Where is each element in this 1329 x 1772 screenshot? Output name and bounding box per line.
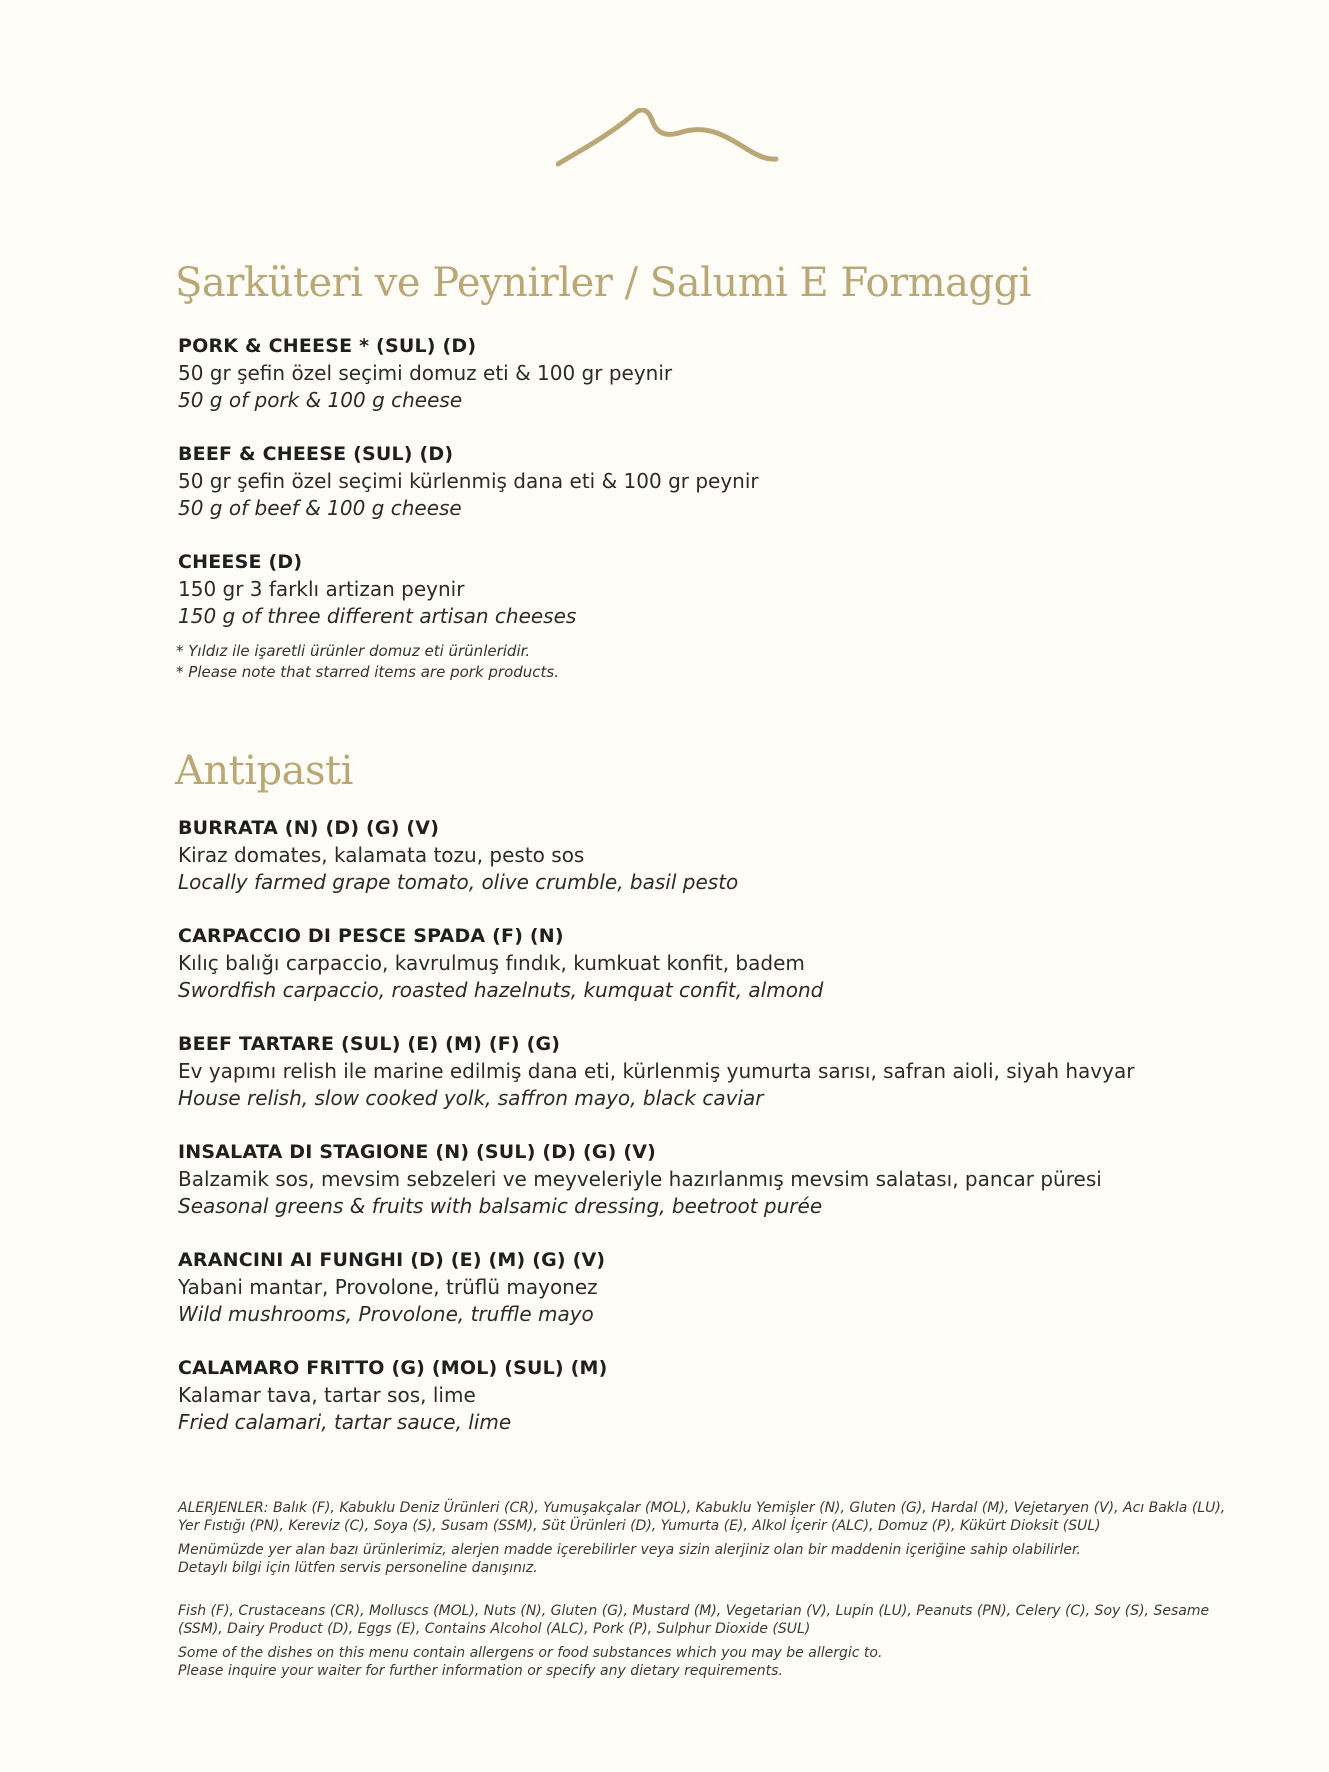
antipasti-items <box>178 815 1229 1463</box>
item-description-en: Locally farmed grape tomato, olive crumble, basil pesto <box>178 870 739 894</box>
allergen-list-tr: ALERJENLER: Balık (F), Kabuklu Deniz Ürünleri (CR), Yumuşakçalar (MOL), Kabuklu Yemişler (N), Gluten (G), Hardal (M), Vejetaryen (V), Acı Bakla (LU), Yer Fıstığı (PN), Kereviz (C), Soya (S), Susam (SSM), Süt Ürünleri (D), Yumurta (E), Alkol İçerir (ALC), Domuz (P), Kükürt Dioksit (SUL) <box>178 1500 1226 1534</box>
item-name: CARPACCIO DI PESCE SPADA (F) (N) <box>178 925 564 947</box>
item-name: BEEF & CHEESE (SUL) (D) <box>178 443 454 465</box>
item-name: INSALATA DI STAGIONE (N) (SUL) (D) (G) (V) <box>178 1141 657 1163</box>
mountain-logo-icon <box>556 108 780 172</box>
item-description-tr: Kalamar tava, tartar sos, lime <box>178 1383 476 1407</box>
pork-note <box>176 641 559 683</box>
item-description-tr: Balzamik sos, mevsim sebzeleri ve meyveleriyle hazırlanmış mevsim salatası, pancar püresi <box>178 1167 1102 1191</box>
allergen-notice-en-2: Please inquire your waiter for further information or specify any dietary requirements. <box>178 1662 783 1679</box>
item-description-en: Fried calamari, tartar sauce, lime <box>178 1410 512 1434</box>
pork-note-en: * Please note that starred items are pork products. <box>176 663 559 681</box>
allergen-list-en: Fish (F), Crustaceans (CR), Molluscs (MOL), Nuts (N), Gluten (G), Mustard (M), Vegetarian (V), Lupin (LU), Peanuts (PN), Celery (C), Soy (S), Sesame (SSM), Dairy Product (D), Eggs (E), Contains Alcohol (ALC), Pork (P), Sulphur Dioxide (SUL) <box>178 1603 1210 1637</box>
menu-item <box>178 1355 1229 1436</box>
menu-item <box>178 1139 1229 1220</box>
item-description-tr: 50 gr şefin özel seçimi domuz eti & 100 gr peynir <box>178 361 673 385</box>
menu-item <box>178 1247 1229 1328</box>
item-description-tr: 50 gr şefin özel seçimi kürlenmiş dana eti & 100 gr peynir <box>178 469 759 493</box>
item-description-tr: Ev yapımı relish ile marine edilmiş dana eti, kürlenmiş yumurta sarısı, safran aioli, siyah havyar <box>178 1059 1135 1083</box>
item-name: ARANCINI AI FUNGHI (D) (E) (M) (G) (V) <box>178 1249 606 1271</box>
item-description-en: Swordfish carpaccio, roasted hazelnuts, kumquat confit, almond <box>178 978 824 1002</box>
menu-item <box>178 333 1229 414</box>
allergen-notice-tr-2: Detaylı bilgi için lütfen servis personeline danışınız. <box>178 1559 538 1576</box>
item-name: BURRATA (N) (D) (G) (V) <box>178 817 440 839</box>
item-description-en: 50 g of beef & 100 g cheese <box>178 496 462 520</box>
menu-item <box>178 549 1229 630</box>
item-description-en: House relish, slow cooked yolk, saffron mayo, black caviar <box>178 1086 764 1110</box>
item-description-tr: Kılıç balığı carpaccio, kavrulmuş fındık, kumkuat konfit, badem <box>178 951 805 975</box>
item-description-tr: 150 gr 3 farklı artizan peynir <box>178 577 465 601</box>
item-description-tr: Yabani mantar, Provolone, trüflü mayonez <box>178 1275 598 1299</box>
item-description-en: 50 g of pork & 100 g cheese <box>178 388 463 412</box>
allergen-notice-en-1: Some of the dishes on this menu contain allergens or food substances which you may be allergic to. <box>178 1645 883 1661</box>
item-description-en: Wild mushrooms, Provolone, truffle mayo <box>178 1302 594 1326</box>
menu-item <box>178 815 1229 896</box>
allergen-notice-tr-1: Menümüzde yer alan bazı ürünlerimiz, alerjen madde içerebilirler veya sizin alerjiniz olan bir maddenin içeriğine sahip olabilirler. <box>178 1542 1081 1558</box>
item-name: CHEESE (D) <box>178 551 303 573</box>
menu-item <box>178 1031 1229 1112</box>
item-description-en: Seasonal greens & fruits with balsamic dressing, beetroot purée <box>178 1194 823 1218</box>
pork-note-tr: * Yıldız ile işaretli ürünler domuz eti ürünleridir. <box>176 642 531 660</box>
item-name: BEEF TARTARE (SUL) (E) (M) (F) (G) <box>178 1033 561 1055</box>
menu-item <box>178 441 1229 522</box>
allergen-info <box>178 1500 1229 1680</box>
item-description-en: 150 g of three different artisan cheeses <box>178 604 577 628</box>
salumi-items <box>178 333 1229 657</box>
section-title-antipasti: Antipasti <box>175 748 353 794</box>
menu-item <box>178 923 1229 1004</box>
item-name: CALAMARO FRITTO (G) (MOL) (SUL) (M) <box>178 1357 608 1379</box>
item-description-tr: Kiraz domates, kalamata tozu, pesto sos <box>178 843 585 867</box>
item-name: PORK & CHEESE * (SUL) (D) <box>178 335 477 357</box>
section-title-salumi: Şarküteri ve Peynirler / Salumi E Formaggi <box>175 260 1031 306</box>
